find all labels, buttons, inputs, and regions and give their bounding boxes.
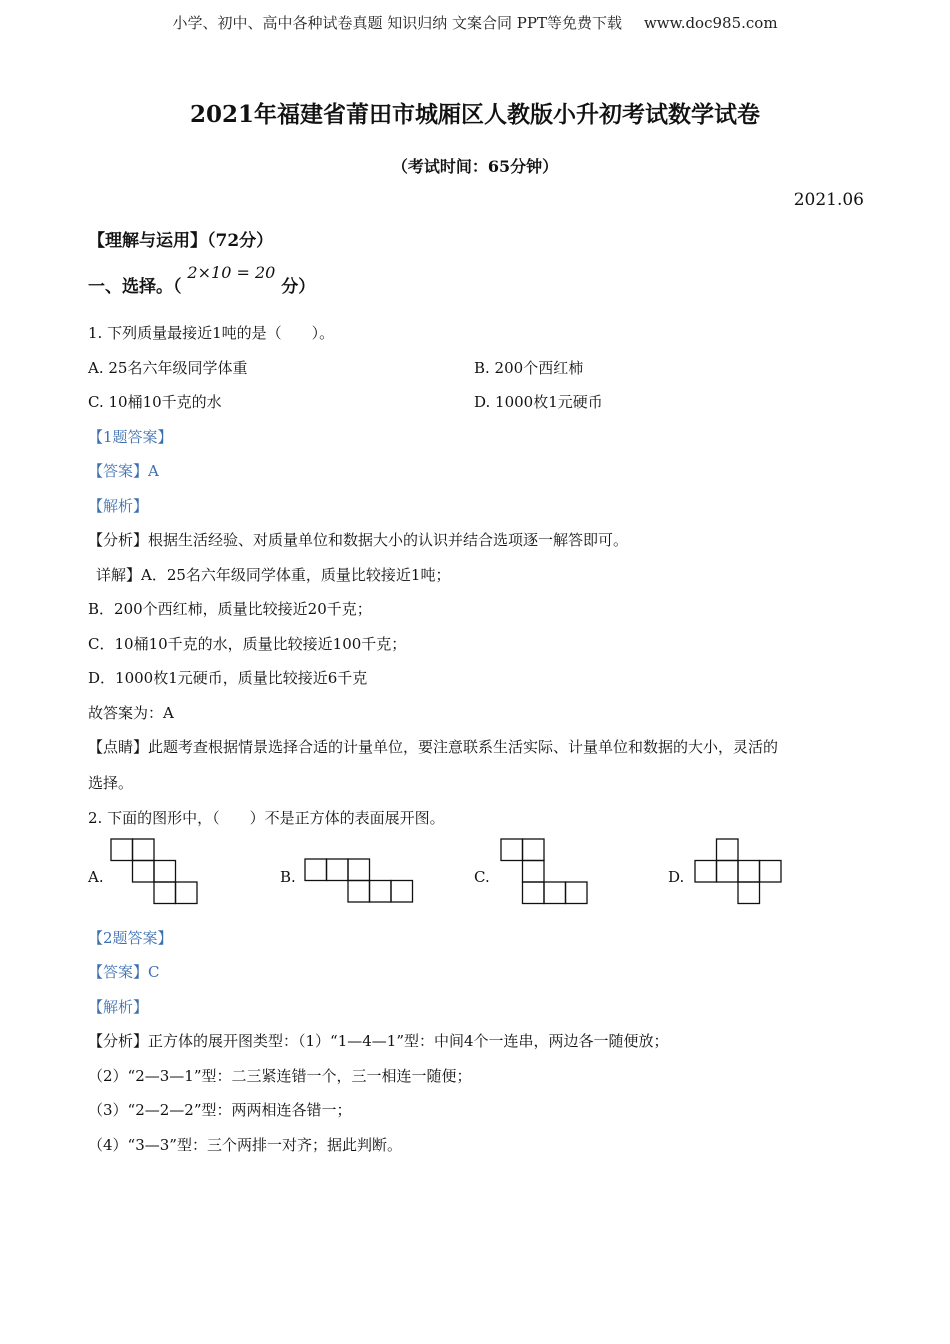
q1-answer-tag: 【1题答案】 [88,428,173,446]
q2-jiexi: 【解析】 [88,998,149,1016]
q1-answer-text: 【答案】A [88,462,159,480]
q1-comment-line1: 【点睛】此题考查根据情景选择合适的计量单位，要注意联系生活实际、计量单位和数据的大小，灵活的 [88,738,779,756]
net-d-figure [694,838,784,906]
q1-detail-c: C．10桶10千克的水，质量比较接近100千克； [88,635,407,653]
header-text: 小学、初中、高中各种试卷真题 知识归纳 文案合同 PPT等免费下载 [172,14,622,32]
q1-answer [88,460,159,481]
q2-analysis-1: 【分析】正方体的展开图类型：（1）“1—4—1”型：中间4个一连串，两边各一随便放； [88,1032,669,1050]
header-site[interactable]: www.doc985.com [643,14,778,32]
q2-analysis-3: （3）“2—2—2”型：两两相连各错一； [88,1101,352,1119]
exam-date: 2021.06 [793,190,864,210]
net-a-figure [110,838,200,906]
q2-answer-tag: 【2题答案】 [88,929,173,947]
q2-label-d: D. [668,868,685,886]
score-formula: 2×10 = 20 [187,263,276,282]
q1-detail-a: 详解】A．25名六年级同学体重，质量比较接近1吨； [96,566,451,584]
net-b-figure [304,858,416,905]
section-heading: 【理解与运用】（72分） [88,231,274,251]
q1-stem: 1. 下列质量最接近1吨的是（ ）。 [88,324,335,342]
q1-option-a: A. 25名六年级同学体重 [88,359,248,377]
q1-analysis: 【分析】根据生活经验、对质量单位和数据大小的认识并结合选项逐一解答即可。 [88,531,629,549]
part-heading [88,263,316,297]
exam-duration: （考试时间：65分钟） [391,157,559,176]
q1-detail-d: D．1000枚1元硬币，质量比较接近6千克 [88,669,368,687]
q2-analysis-4: （4）“3—3”型：三个两排一对齐；据此判断。 [88,1136,402,1154]
part-suffix: 分） [281,277,316,297]
part-prefix: 一、选择。（ [88,277,182,297]
q2-stem: 2. 下面的图形中，（ ）不是正方体的表面展开图。 [88,809,445,827]
q2-analysis-2: （2）“2—3—1”型：二三紧连错一个，三一相连一随便； [88,1067,472,1085]
q2-answer-text: 【答案】C [88,963,160,981]
q1-comment-line2: 选择。 [88,774,134,792]
q2-label-c: C. [474,868,490,886]
page-header [0,12,950,33]
q1-option-c: C. 10桶10千克的水 [88,393,222,411]
exam-title: 2021年福建省莆田市城厢区人教版小升初考试数学试卷 [189,101,760,128]
q2-label-a: A. [88,868,104,886]
q1-option-b: B. 200个西红柿 [474,359,584,377]
q1-jiexi: 【解析】 [88,497,149,515]
q2-answer [88,961,159,982]
q1-option-d: D. 1000枚1元硬币 [474,393,603,411]
net-c-figure [500,838,590,906]
q2-label-b: B. [280,868,296,886]
q1-conclusion: 故答案为：A [88,704,174,722]
q1-detail-b: B．200个西红柿，质量比较接近20千克； [88,600,372,618]
